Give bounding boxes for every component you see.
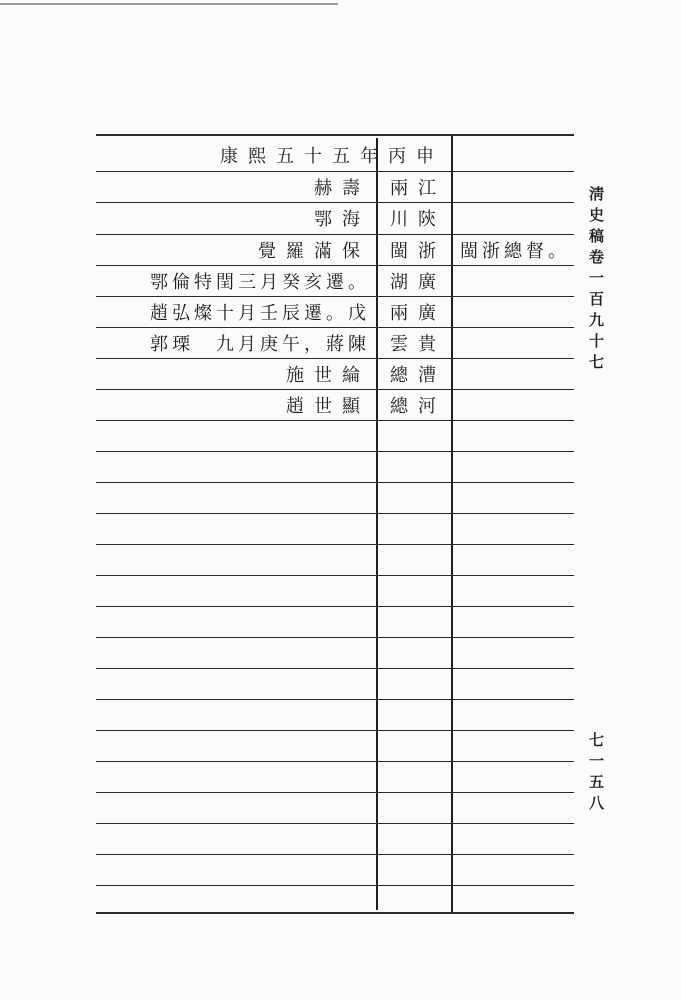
table-bottom-rule	[96, 912, 574, 914]
row-rule	[96, 637, 574, 638]
entry-cell: 施世綸	[286, 365, 370, 386]
entry-cell: 鄂海	[314, 209, 370, 230]
row-rule	[96, 699, 574, 700]
row-rule	[96, 885, 574, 886]
row-rule	[96, 575, 574, 576]
office-cell: 總漕	[390, 365, 446, 386]
column-divider-left	[376, 138, 378, 910]
top-edge-mark	[0, 3, 338, 5]
office-cell: 閩浙	[390, 241, 446, 262]
entry-cell: 覺羅滿保	[258, 241, 370, 262]
office-cell: 雲貴	[390, 334, 446, 355]
reign-year-header	[100, 140, 444, 170]
extra-cell: 閩浙總督。	[460, 241, 570, 262]
row-rule	[96, 482, 574, 483]
office-cell: 湖廣	[390, 272, 446, 293]
book-title-margin: 淸史稿卷一百九十七	[587, 186, 605, 375]
row-rule	[96, 606, 574, 607]
entry-cell: 鄂倫特閏三月癸亥遷。	[150, 272, 370, 293]
row-rule	[96, 544, 574, 545]
office-cell: 兩廣	[390, 303, 446, 324]
row-rule	[96, 420, 574, 421]
row-rule	[96, 792, 574, 793]
row-rule	[96, 668, 574, 669]
entry-cell: 郭瑮 九月庚午，蔣陳	[150, 334, 370, 355]
row-rule	[96, 823, 574, 824]
column-divider-right	[451, 134, 453, 914]
entry-cell: 赫壽	[314, 178, 370, 199]
page-number: 七一五八	[587, 732, 605, 816]
reign-year-text: 康熙五十五年丙申	[220, 146, 444, 167]
table-top-rule	[96, 134, 574, 136]
entry-cell: 趙世顯	[286, 396, 370, 417]
row-rule	[96, 513, 574, 514]
row-rule	[96, 854, 574, 855]
office-cell: 兩江	[390, 178, 446, 199]
office-cell: 總河	[390, 396, 446, 417]
office-cell: 川陝	[390, 209, 446, 230]
row-rule	[96, 451, 574, 452]
row-rule	[96, 761, 574, 762]
row-rule	[96, 730, 574, 731]
entry-cell: 趙弘燦十月壬辰遷。戊	[150, 303, 370, 324]
